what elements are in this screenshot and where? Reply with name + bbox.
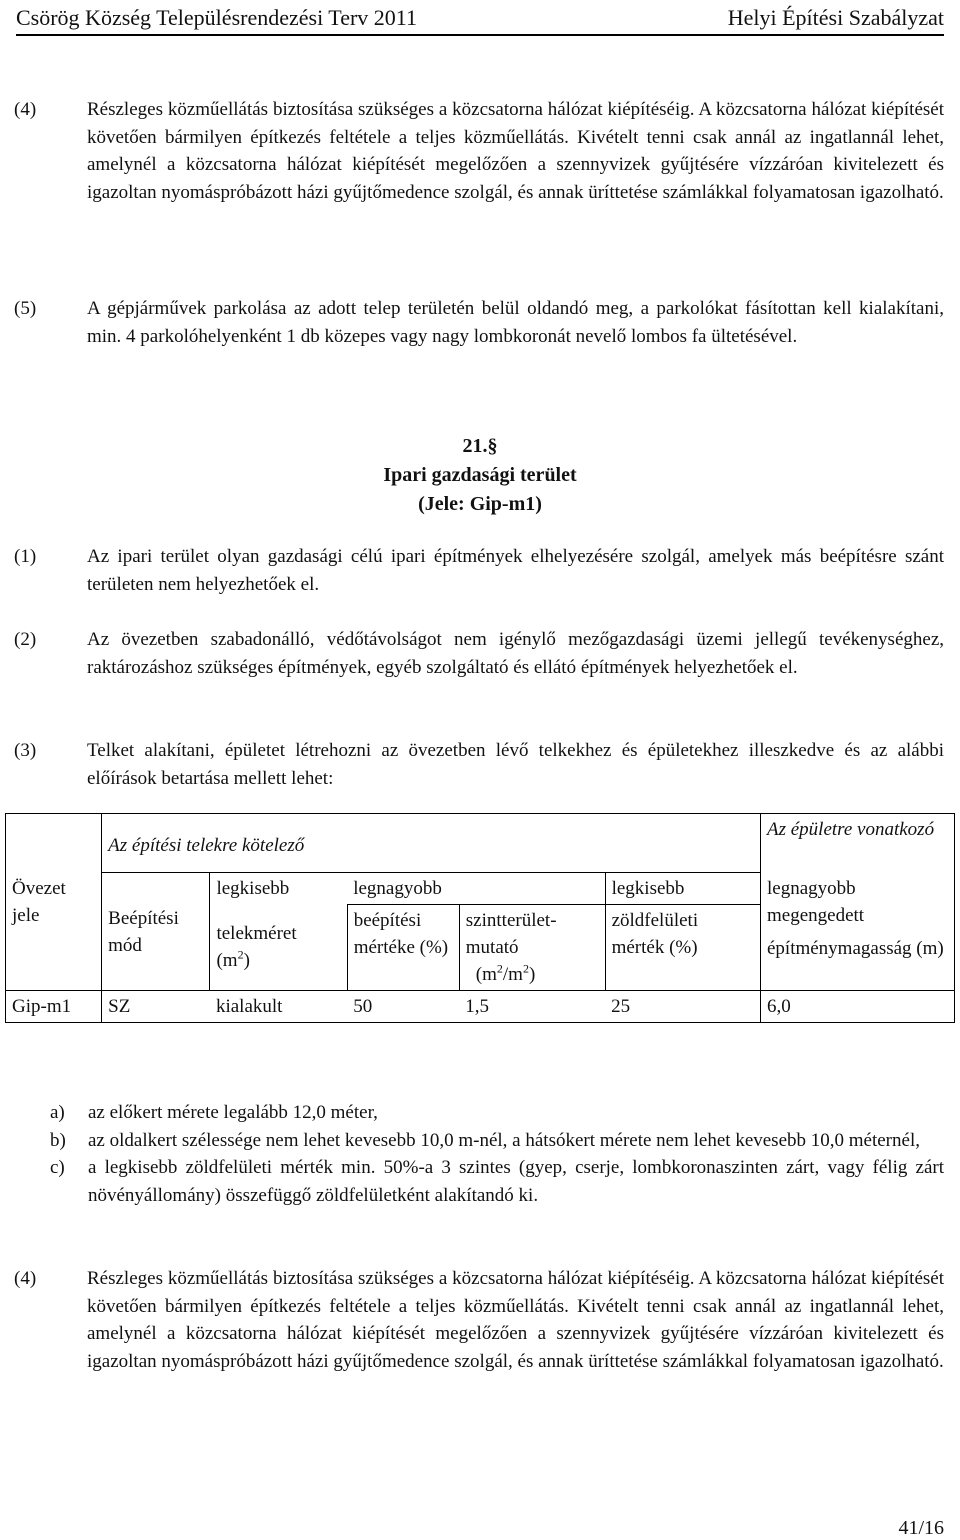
paragraph-4-bottom [14, 1265, 944, 1375]
green-ratio-header: zöldfelületi mérték (%) [605, 905, 760, 991]
section-code: (Jele: Gip-m1) [418, 493, 542, 515]
floor-index-unit: $(m^2/m^2)$ [475, 961, 536, 985]
floor-index-label: szintterület-mutató [465, 910, 557, 958]
plot-size-header [210, 905, 347, 991]
paragraph-text: Részleges közműellátás biztosítása szükséges a közcsatorna hálózat kiépítéséig. A közcsatorna hálózat kiépítését követően bármilyen építkezés feltétele a teljes közműellátás. Kivételt tenni csak annál az ingatlannál lehet, amelynél a közcsatorna hálózat kiépítését megelőzően a szennyvizek gyűjtésére vízzáróan kivitelezett és igazoltan nyomáspróbázott házi gyűjtőmedence szolgál, és annak üríttetése számlákkal folyamatosan igazolható. [87, 99, 944, 203]
plot-size-value: kialakult [210, 991, 347, 1023]
regulation-table [5, 813, 955, 1023]
floor-index-header [459, 905, 605, 991]
paragraph-number: (2) [14, 629, 37, 650]
paragraph-text: Telket alakítani, épületet létrehozni az övezetben lévő telkekhez és épületekhez illeszkedve és az alábbi előírások betartása mellett lehet: [87, 740, 944, 789]
min-green-header: legkisebb [605, 873, 760, 905]
height-label: legnagyobb megengedett [766, 877, 865, 926]
min-header: legkisebb [210, 873, 347, 905]
paragraph-number: (4) [14, 99, 37, 120]
paragraph-text: A gépjárművek parkolása az adott telep területén belül oldandó meg, a parkolókat fásítottan kell kialakítani, min. 4 parkolóhelyenként 1 db közepes vagy nagy lombkoronát nevelő lombos fa ültetésével. [87, 298, 944, 347]
paragraph-number: (4) [14, 1268, 37, 1289]
build-mode-value: SZ [102, 991, 210, 1023]
building-header: Az épületre vonatkozó [760, 814, 954, 873]
build-mode-header: Beépítési mód [102, 873, 210, 991]
list-text: az oldalkert szélessége nem lehet kevesebb 10,0 m-nél, a hátsókert mérete nem lehet kevesebb 10,0 méternél, [88, 1129, 920, 1151]
paragraph-3 [14, 737, 944, 792]
paragraph-5 [14, 295, 944, 350]
section-number: 21.§ [462, 435, 498, 457]
paragraph-number: (5) [14, 298, 37, 319]
max-header: legnagyobb [347, 873, 605, 905]
zone-header: Övezet jele [6, 814, 102, 991]
paragraph-number: (1) [14, 546, 37, 567]
plot-size-label: telekméret [216, 923, 297, 945]
height-header [760, 873, 954, 991]
page-number: 41/16 [898, 1517, 944, 1539]
green-ratio-value: 25 [605, 991, 760, 1023]
list-text: az előkert mérete legalább 12,0 méter, [88, 1102, 378, 1123]
page-header [16, 4, 944, 36]
paragraph-text: Az ipari terület olyan gazdasági célú ipari építmények elhelyezésére szolgál, amelyek más beépítésre szánt területen nem helyezhetőek el. [87, 546, 944, 595]
conditions-list [50, 1099, 944, 1209]
paragraph-1 [14, 543, 944, 598]
paragraph-2 [14, 626, 944, 681]
built-ratio-value: 50 [347, 991, 459, 1023]
height-value: 6,0 [760, 991, 954, 1023]
list-label: a) [50, 1102, 65, 1123]
document-title: Csörög Község Településrendezési Terv 2011 [16, 5, 417, 30]
built-ratio-header: beépítési mértéke (%) [347, 905, 459, 991]
list-text: a legkisebb zöldfelületi mérték min. 50%-a 3 szintes (gyep, cserje, lombkoronaszinten zárt, vagy félig zárt növényállomány) összefüggő zöldfelületként alakítandó ki. [88, 1157, 944, 1206]
plot-size-unit: $(m^2)$ [216, 947, 250, 972]
list-item [50, 1154, 944, 1209]
list-item [50, 1099, 944, 1127]
document-section: Helyi Építési Szabályzat [727, 5, 944, 30]
section-title: Ipari gazdasági terület [383, 464, 577, 486]
paragraph-4-top [14, 96, 944, 206]
floor-index-value: 1,5 [459, 991, 605, 1023]
list-item [50, 1127, 944, 1155]
zone-code: Gip-m1 [6, 991, 102, 1023]
paragraph-number: (3) [14, 740, 37, 761]
plots-header: Az építési telekre kötelező [102, 814, 761, 873]
height-unit-label: építménymagasság (m) [766, 937, 944, 959]
paragraph-text: Részleges közműellátás biztosítása szükséges a közcsatorna hálózat kiépítéséig. A közcsatorna hálózat kiépítését követően bármilyen építkezés feltétele a teljes közműellátás. Kivételt tenni csak annál az ingatlannál lehet, amelynél a közcsatorna hálózat kiépítését megelőzően a szennyvizek gyűjtésére vízzáróan kivitelezett és igazoltan nyomáspróbázott házi gyűjtőmedence szolgál, és annak üríttetése számlákkal folyamatosan igazolható. [87, 1268, 944, 1372]
list-label: c) [50, 1157, 65, 1178]
paragraph-text: Az övezetben szabadonálló, védőtávolságot nem igénylő mezőgazdasági üzemi jellegű tevékenységhez, raktározáshoz szükséges építmények, egyéb szolgáltató és ellátó építmények helyezhetőek el. [87, 629, 944, 678]
list-label: b) [50, 1129, 66, 1151]
